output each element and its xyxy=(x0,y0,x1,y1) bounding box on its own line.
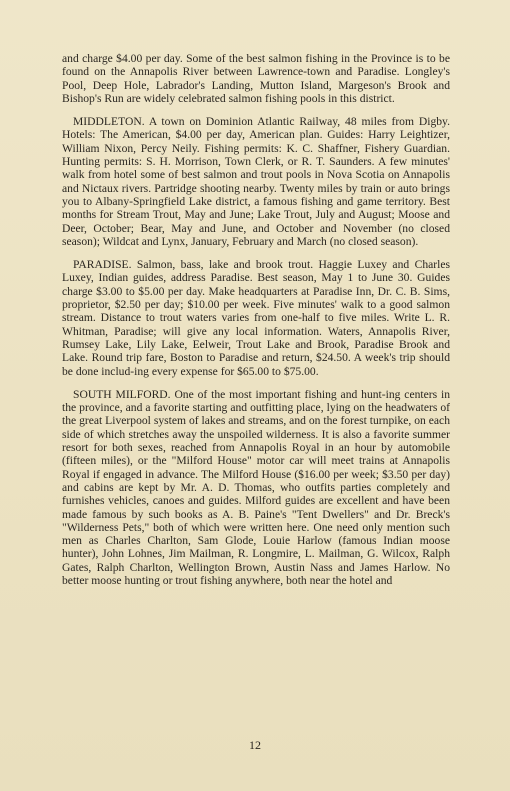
paragraph-middleton: MIDDLETON. A town on Dominion Atlantic Railway, 48 miles from Digby. Hotels: The American, $4.00 per day, American plan. Guides: Harry Leightizer, William Nixon, Percy Neily. Fishing permits: K. C. Shaffner, Fishery Guardian. Hunting permits: S. H. Morrison, Town Clerk, or R. T. Saunders. A few minutes' walk from hotel some of best salmon and trout pools in Nova Scotia on Annapolis and Nictaux rivers. Partridge shooting nearby. Twenty miles by train or auto brings you to Albany-Springfield Lake district, a famous fishing and game territory. Best months for Stream Trout, May and June; Lake Trout, July and August; Moose and Deer, October; Bear, May and June, and October and November (no closed season); Wildcat and Lynx, January, February and March (no closed season). xyxy=(62,115,450,248)
page-number: 12 xyxy=(249,738,261,752)
body-text xyxy=(62,52,450,597)
paragraph-paradise: PARADISE. Salmon, bass, lake and brook trout. Haggie Luxey and Charles Luxey, Indian guides, address Paradise. Best season, May 1 to June 30. Guides charge $3.00 to $5.00 per day. Make headquarters at Paradise Inn, Dr. C. B. Sims, proprietor, $2.50 per day; $10.00 per week. Five minutes' walk to a good salmon stream. Distance to trout waters varies from one-half to five miles. Write L. R. Whitman, Paradise; will give any local information. Waters, Annapolis River, Rumsey Lake, Lily Lake, Eelweir, Trout Lake and Brook, Paradise Brook and Lake. Round trip fare, Boston to Paradise and return, $24.50. A week's trip should be done includ-ing every expense for $65.00 to $75.00. xyxy=(62,258,450,378)
paragraph-south-milford: SOUTH MILFORD. One of the most important fishing and hunt-ing centers in the province, and a favorite starting and outfitting place, lying on the headwaters of the great Liverpool system of lakes and streams, and on the forest turnpike, on each side of which stretches away the unspoiled wilderness. It is also a favorite summer resort for both sexes, reached from Annapolis Royal in an hour by automobile (fifteen miles), or the "Milford House" motor car will meet trains at Annapolis Royal if engaged in advance. The Milford House ($16.00 per week; $3.50 per day) and cabins are kept by Mr. A. D. Thomas, who outfits parties completely and furnishes vehicles, canoes and guides. Milford guides are excellent and have been made famous by such books as A. B. Paine's "Tent Dwellers" and Dr. Breck's "Wilderness Pets," both of which were written here. One need only mention such men as Charles Charlton, Sam Glode, Louie Harlow (famous Indian moose hunter), John Lohnes, Jim Mailman, R. Longmire, L. Mailman, G. Wilcox, Ralph Gates, Ralph Charlton, Wellington Brown, Austin Nass and James Harlow. No better moose hunting or trout fishing anywhere, both near the hotel and xyxy=(62,387,450,587)
paragraph-continuation: and charge $4.00 per day. Some of the best salmon fishing in the Province is to be found on the Annapolis River between Lawrence-town and Paradise. Longley's Pool, Deep Hole, Labrador's Landing, Mutton Island, Margeson's Brook and Bishop's Run are widely celebrated salmon fishing pools in this district. xyxy=(62,52,450,105)
